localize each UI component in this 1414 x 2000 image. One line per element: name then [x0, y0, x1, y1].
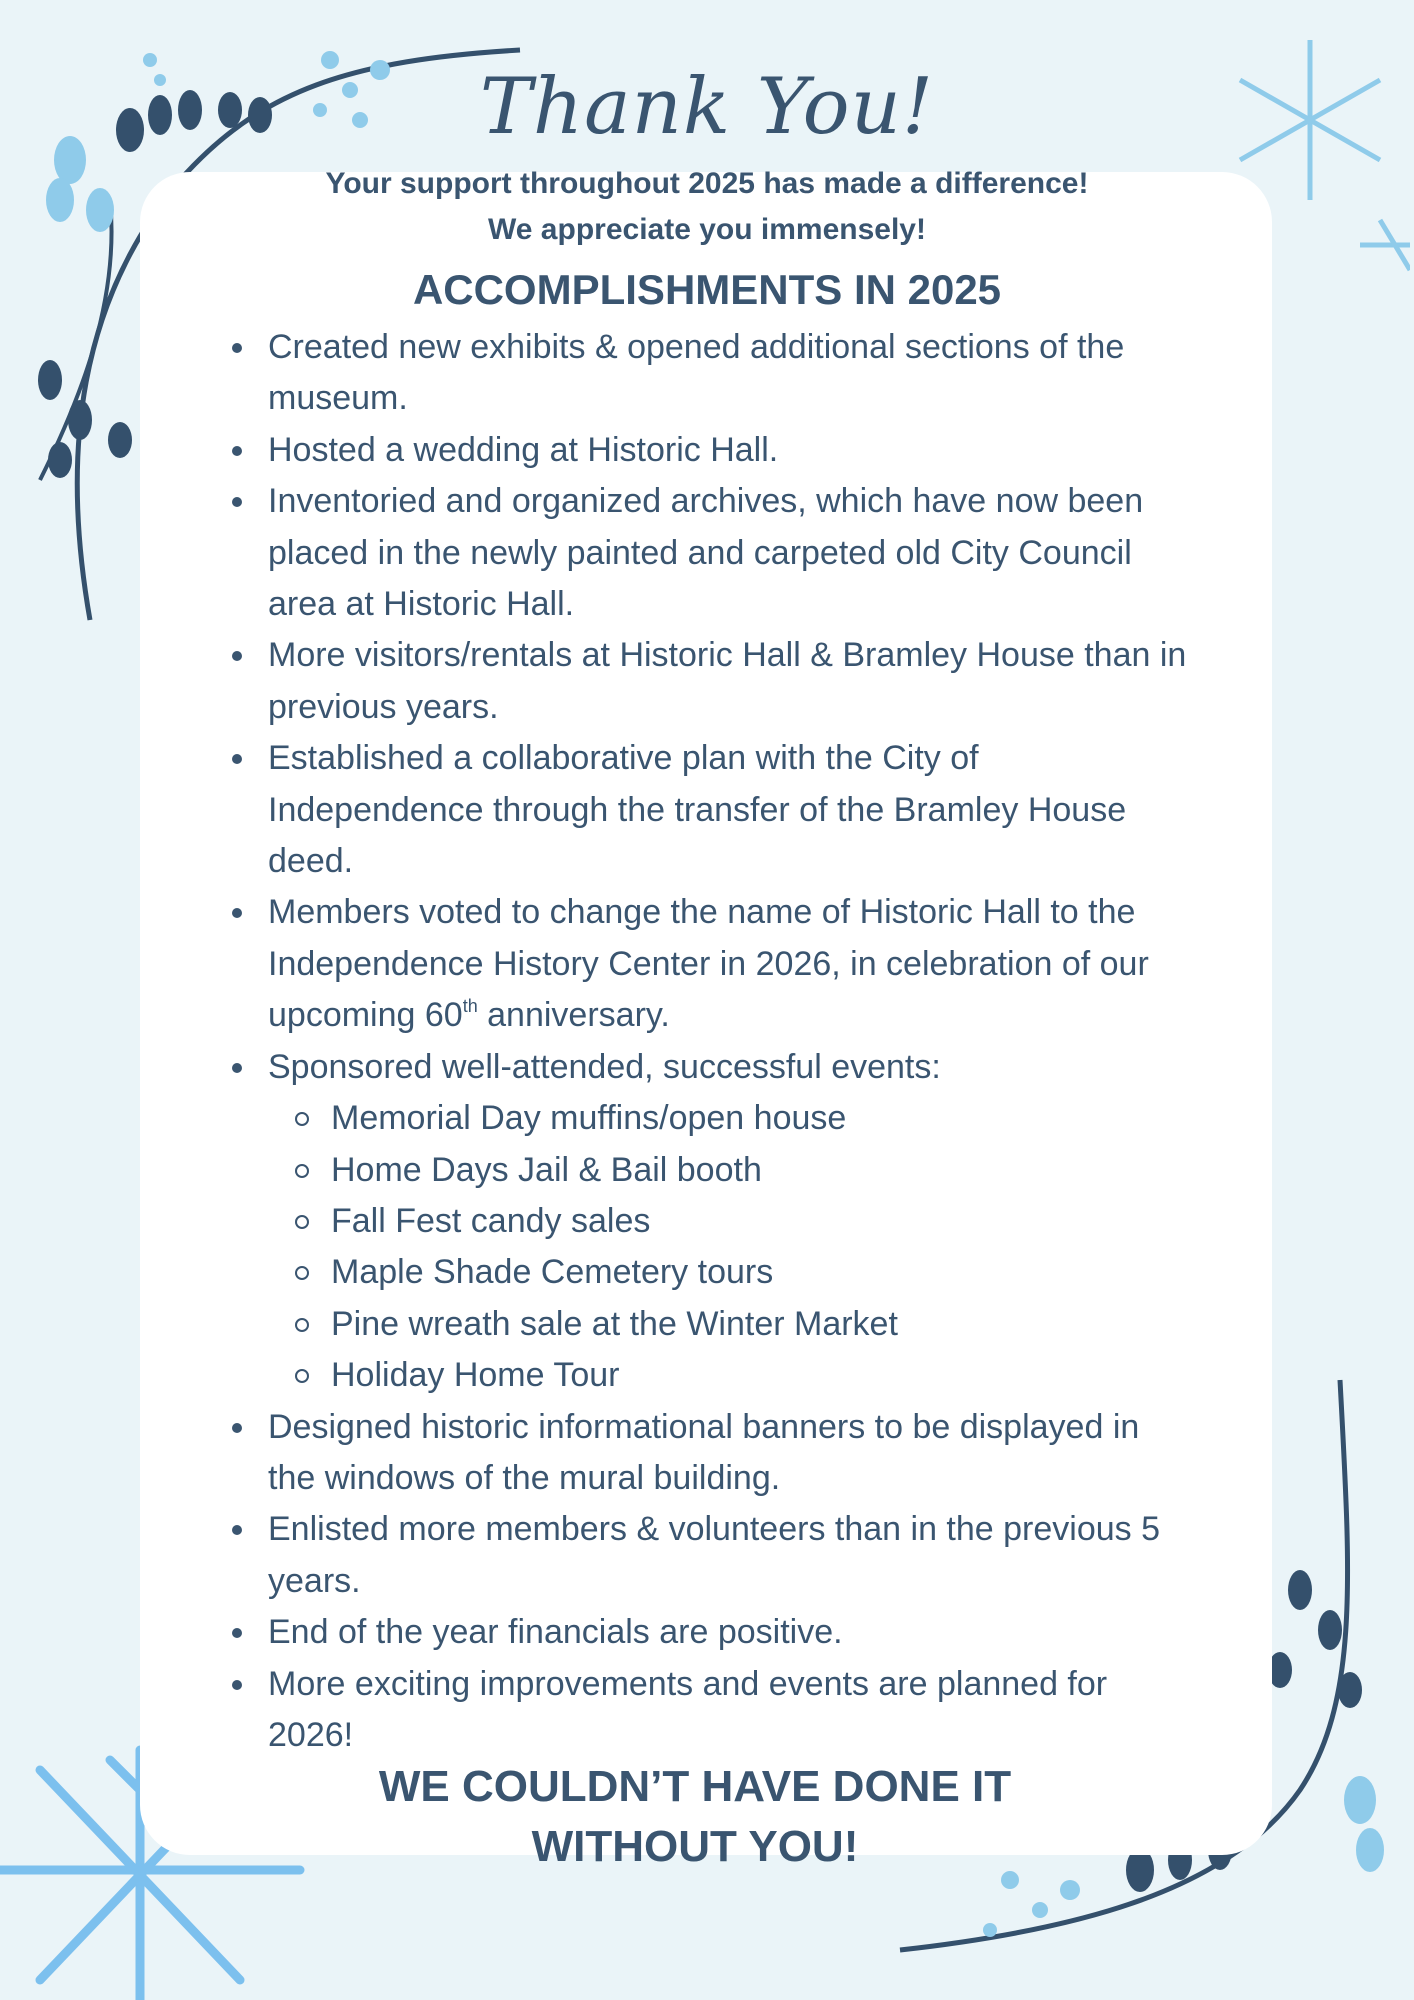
list-item: Inventoried and organized archives, which have now been placed in the newly painted and carpeted old City Council area at Historic Hall.: [232, 476, 1190, 630]
event-item: Memorial Day muffins/open house: [268, 1093, 1190, 1144]
list-item: More exciting improvements and events are planned for 2026!: [232, 1659, 1190, 1762]
list-item: Established a collaborative plan with the City of Independence through the transfer of the Bramley House deed.: [232, 733, 1190, 887]
item-text: Sponsored well-attended, successful events:: [268, 1047, 941, 1086]
list-item: Hosted a wedding at Historic Hall.: [232, 425, 1190, 476]
event-item: Home Days Jail & Bail booth: [268, 1145, 1190, 1196]
item-text: Members voted to change the name of Historic Hall to the Independence History Center in 2026, in celebration of our upcoming 60: [268, 893, 1149, 1035]
list-item: [232, 887, 1190, 1041]
item-text: anniversary.: [477, 996, 670, 1035]
event-item: Fall Fest candy sales: [268, 1196, 1190, 1247]
list-item: Enlisted more members & volunteers than in the previous 5 years.: [232, 1504, 1190, 1607]
closing-line-2: WITHOUT YOU!: [531, 1822, 859, 1871]
ordinal-suffix: th: [462, 996, 478, 1017]
event-item: Holiday Home Tour: [268, 1350, 1190, 1401]
subtitle-line-2: We appreciate you immensely!: [488, 213, 926, 246]
list-item: Created new exhibits & opened additional sections of the museum.: [232, 322, 1190, 425]
accomplishments-heading: ACCOMPLISHMENTS IN 2025: [412, 266, 1002, 313]
accomplishments-list: [232, 322, 1190, 1761]
subtitle-line-1: Your support throughout 2025 has made a difference!: [325, 167, 1089, 200]
closing-line-1: WE COULDN’T HAVE DONE IT: [378, 1762, 1012, 1811]
page-title: Thank You!: [479, 62, 935, 152]
list-item: [232, 1042, 1190, 1402]
events-sublist: [268, 1093, 1190, 1401]
list-item: More visitors/rentals at Historic Hall & Bramley House than in previous years.: [232, 630, 1190, 733]
event-item: Pine wreath sale at the Winter Market: [268, 1299, 1190, 1350]
list-item: End of the year financials are positive.: [232, 1607, 1190, 1658]
event-item: Maple Shade Cemetery tours: [268, 1247, 1190, 1298]
list-item: Designed historic informational banners to be displayed in the windows of the mural building.: [232, 1402, 1190, 1505]
